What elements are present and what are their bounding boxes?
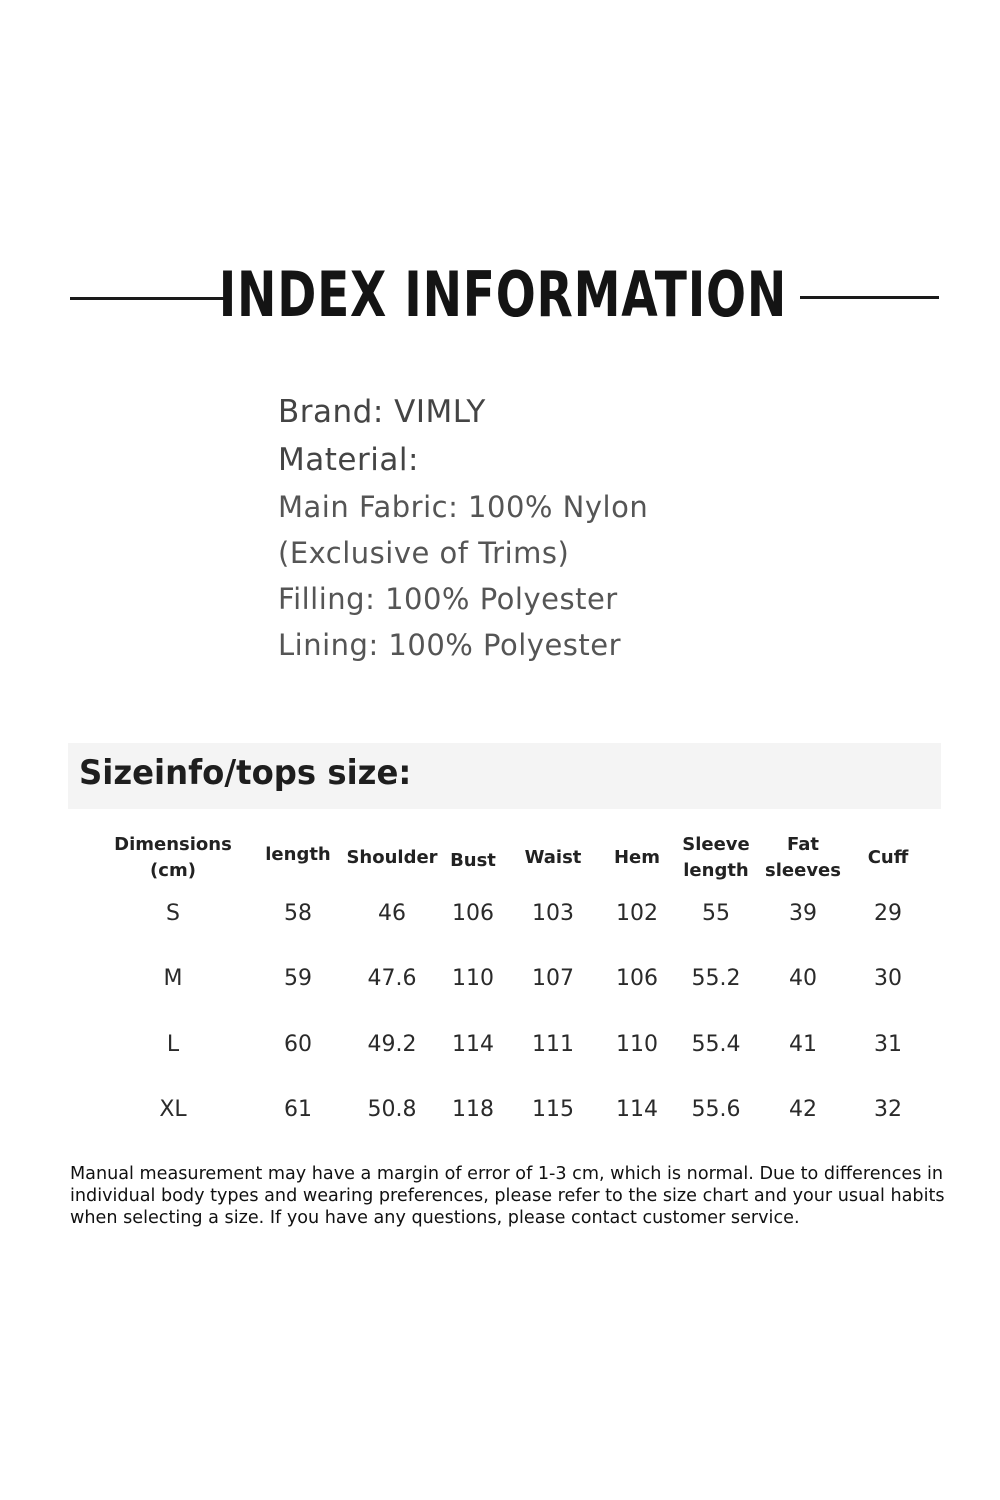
size-table-header: Cuff	[867, 847, 909, 868]
size-table-cell: 106	[452, 901, 494, 926]
size-table-cell: 114	[452, 1032, 494, 1057]
lining-line: Lining: 100% Polyester	[278, 628, 622, 662]
size-table-header: Waist	[524, 847, 582, 868]
size-table-cell: 107	[532, 966, 574, 991]
size-table-cell: 46	[378, 901, 406, 926]
size-table-cell: 102	[616, 901, 658, 926]
size-table-cell: 42	[789, 1097, 817, 1122]
size-table-cell: 110	[452, 966, 494, 991]
size-table-cell: 40	[789, 966, 817, 991]
size-table-header: length	[683, 860, 749, 881]
brand-line: Brand: VIMLY	[278, 394, 486, 430]
size-table-cell: 106	[616, 966, 658, 991]
size-table-header: Bust	[450, 850, 496, 871]
size-table-cell: 49.2	[367, 1032, 417, 1057]
size-table-cell: 58	[284, 901, 312, 926]
size-table-cell: 39	[789, 901, 817, 926]
main-fabric-line: Main Fabric: 100% Nylon	[278, 490, 649, 524]
size-table-header: length	[265, 844, 331, 865]
size-table-cell: 114	[616, 1097, 658, 1122]
size-table-cell: 55.6	[691, 1097, 741, 1122]
size-label-cell: L	[166, 1032, 180, 1057]
size-table-cell: 55	[702, 901, 730, 926]
size-heading-bar	[68, 743, 941, 809]
title-rule-right	[800, 296, 939, 299]
size-table-cell: 31	[874, 1032, 902, 1057]
size-table-cell: 118	[452, 1097, 494, 1122]
size-table-header: Shoulder	[346, 847, 438, 868]
filling-line: Filling: 100% Polyester	[278, 582, 618, 616]
measurement-note: Manual measurement may have a margin of error of 1-3 cm, which is normal. Due to differences in individual body types and wearing preferences, please refer to the size chart and your usual habits when selecting a size. If you have any questions, please contact customer service.	[70, 1164, 945, 1228]
size-table-header: (cm)	[150, 860, 196, 881]
size-table-cell: 59	[284, 966, 312, 991]
size-table-cell: 55.2	[691, 966, 741, 991]
size-heading: Sizeinfo/tops size:	[79, 753, 412, 793]
size-table-cell: 55.4	[691, 1032, 741, 1057]
page-title: INDEX INFORMATION	[218, 258, 788, 331]
size-table-header: Sleeve	[682, 834, 750, 855]
size-table-cell: 103	[532, 901, 574, 926]
size-table-cell: 41	[789, 1032, 817, 1057]
size-table-cell: 61	[284, 1097, 312, 1122]
size-table-header: Dimensions	[114, 834, 232, 855]
size-table-header: Hem	[613, 847, 661, 868]
size-table-cell: 30	[874, 966, 902, 991]
size-label-cell: M	[163, 966, 183, 991]
size-table-cell: 50.8	[367, 1097, 417, 1122]
size-table-cell: 110	[616, 1032, 658, 1057]
size-table-cell: 60	[284, 1032, 312, 1057]
size-table-cell: 111	[532, 1032, 574, 1057]
size-table-header: Fat	[787, 834, 819, 855]
product-info	[278, 388, 648, 668]
size-table-cell: 115	[532, 1097, 574, 1122]
size-table-cell: 29	[874, 901, 902, 926]
exclusive-line: (Exclusive of Trims)	[278, 536, 570, 570]
size-label-cell: XL	[159, 1097, 187, 1122]
size-table-cell: 32	[874, 1097, 902, 1122]
material-line: Material:	[278, 442, 419, 478]
size-table-cell: 47.6	[367, 966, 417, 991]
size-table-header: sleeves	[765, 860, 841, 881]
size-label-cell: S	[166, 901, 180, 926]
